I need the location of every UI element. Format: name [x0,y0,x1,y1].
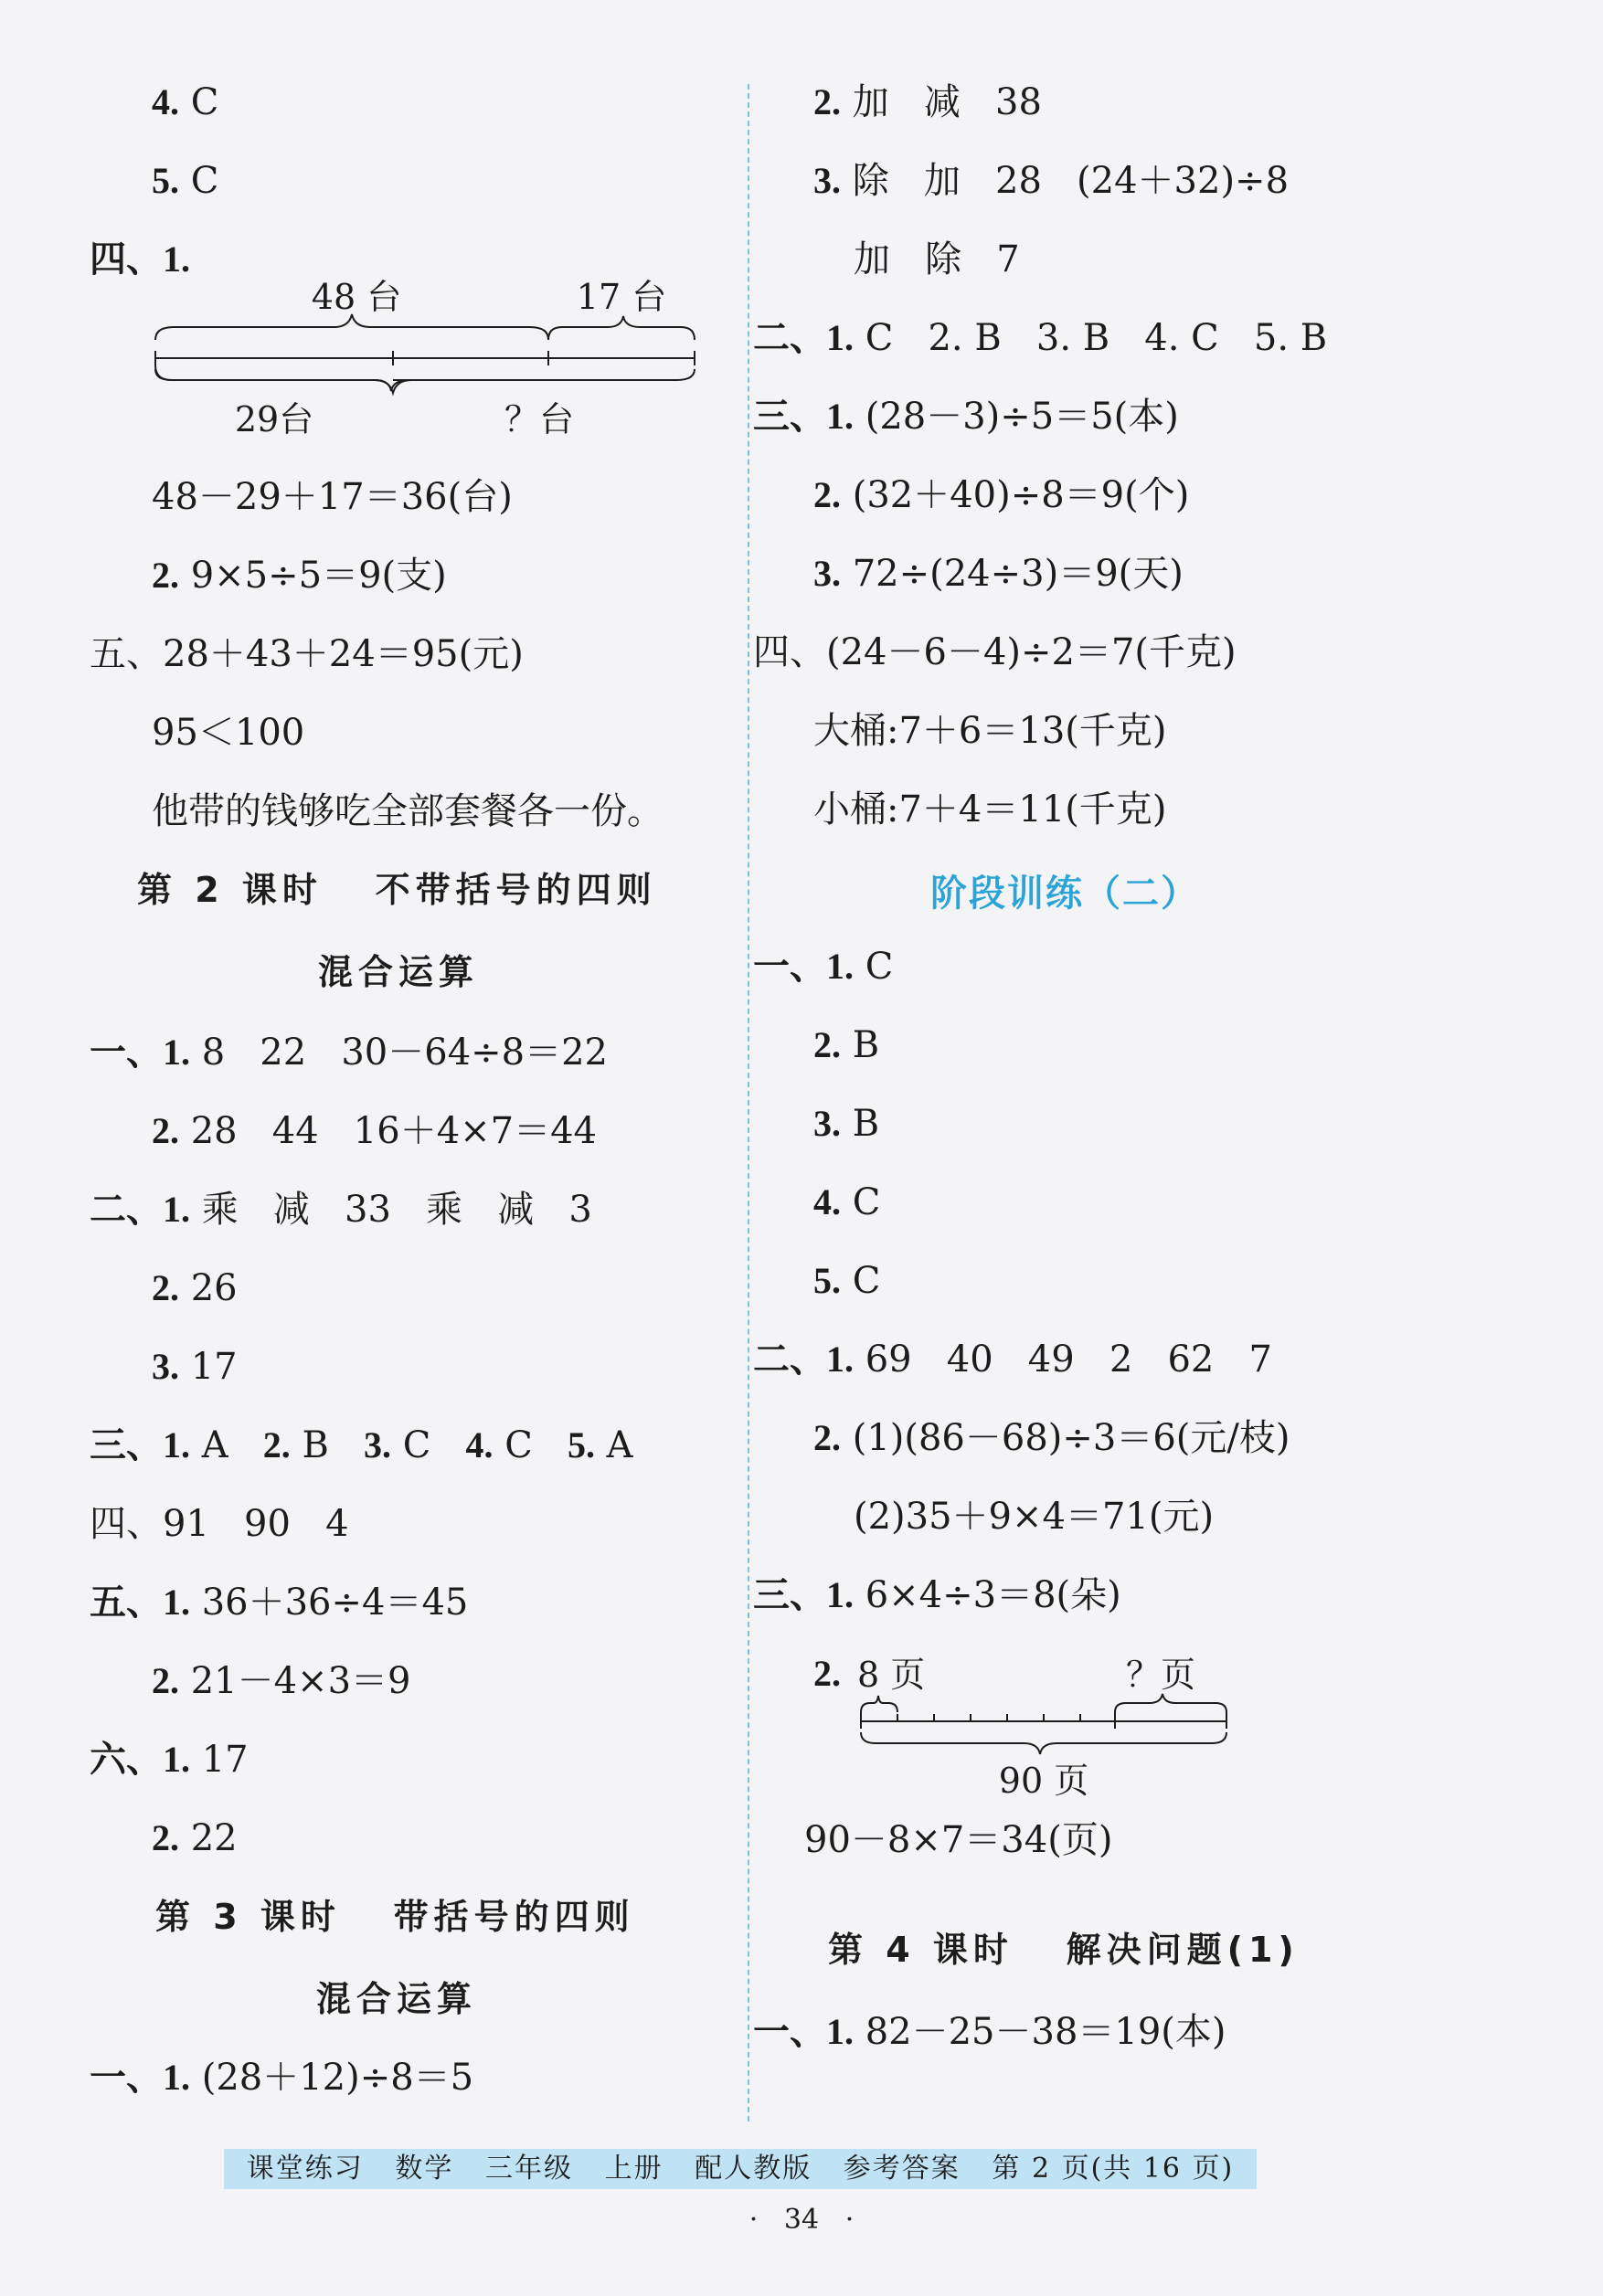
answer-line: 2. 21－4×3＝9 [152,1660,411,1702]
answer-line: 3. 72÷(24÷3)＝9(天) [813,553,1184,595]
page-number: · 34 · [748,2204,855,2236]
diagram2-bottom: 90 页 [998,1761,1089,1801]
answer-line: 三、1. A 2. B 3. C 4. C 5. A [90,1424,633,1466]
answer-line: 二、1. C 2. B 3. B 4. C 5. B [753,317,1328,359]
diagram1-top-right: 17 台 [576,277,667,317]
answer-line: 四、1. [90,238,190,280]
answer-line: 一、1. (28＋12)÷8＝5 [90,2057,474,2099]
answer-line: 90－8×7＝34(页) [804,1819,1113,1861]
answer-line: 5. C [813,1260,881,1302]
answer-line: 2. B [813,1024,880,1066]
column-divider [748,84,749,2121]
answer-line: 四、91 90 4 [90,1503,349,1545]
answer-line: 一、1. 82－25－38＝19(本) [753,2011,1226,2053]
diagram1-top-left: 48 台 [311,277,402,317]
answer-line: 三、1. (28－3)÷5＝5(本) [753,396,1179,438]
answer-line: 2. 22 [152,1817,238,1859]
answer-line: 二、1. 69 40 49 2 62 7 [753,1338,1272,1381]
footer-banner: 课堂练习 数学 三年级 上册 配人教版 参考答案 第 2 页(共 16 页) [224,2149,1257,2189]
diagram2-top-left: 8 页 [857,1655,926,1695]
answer-line: 他带的钱够吃全部套餐各一份。 [152,790,663,832]
answer-line: 四、(24－6－4)÷2＝7(千克) [753,631,1237,673]
answer-line: 3. 17 [152,1346,238,1388]
lesson-3-title-cont: 混合运算 [316,1979,478,2019]
answer-line: 48－29＋17＝36(台) [152,476,513,518]
answer-line: 3. 除 加 28 (24＋32)÷8 [813,160,1290,202]
diagram2-top-brace-left [861,1696,897,1712]
diagram1-bottom-brace [155,369,695,391]
answer-line: 2. 加 减 38 [813,81,1042,123]
answer-line: 2. [813,1653,841,1694]
answer-line: 二、1. 乘 减 33 乘 减 3 [90,1189,592,1231]
answer-line: 五、1. 36＋36÷4＝45 [90,1582,469,1624]
lesson-2-title-cont: 混合运算 [318,952,480,992]
answer-line: 六、1. 17 [90,1739,249,1781]
lesson-4-title: 第 4 课时 解决问题(1) [828,1930,1300,1970]
answer-line: 2. 9×5÷5＝9(支) [152,555,447,597]
diagram1-top-brace-left [155,314,548,340]
diagram1-bottom-right: ？台 [504,399,575,439]
line-segment-diagram-1 [146,274,713,457]
lesson-3-title: 第 3 课时 带括号的四则 [155,1897,635,1937]
diagram2-bottom-brace [861,1732,1226,1754]
answer-line: 一、1. 8 22 30－64÷8＝22 [90,1032,609,1074]
lesson-2-title: 第 2 课时 不带括号的四则 [137,870,657,910]
answer-line: 加 除 7 [854,238,1020,280]
answer-line: 2. 28 44 16＋4×7＝44 [152,1110,598,1152]
line-segment-diagram-2 [850,1652,1289,1807]
answer-line: 2. (32＋40)÷8＝9(个) [813,474,1190,516]
diagram2-top-right: ？页 [1125,1655,1196,1695]
answer-line: 3. B [813,1103,880,1145]
answer-line: 五、28＋43＋24＝95(元) [90,633,524,675]
answer-line: 小桶:7＋4＝11(千克) [813,788,1167,831]
answer-line: 95＜100 [152,712,305,754]
answer-line: 三、1. 6×4÷3＝8(朵) [753,1574,1121,1616]
diagram2-top-brace-right [1115,1694,1226,1712]
answer-line: 一、1. C [753,946,894,988]
stage-training-title: 阶段训练（二） [930,873,1199,915]
answer-line: 4. C [152,81,219,123]
answer-line: 5. C [152,160,219,202]
answer-line: (2)35＋9×4＝71(元) [854,1496,1215,1538]
answer-line: 2. (1)(86－68)÷3＝6(元/枝) [813,1417,1290,1459]
diagram1-top-brace-right [548,316,695,340]
answer-line: 4. C [813,1181,881,1223]
answer-line: 大桶:7＋6＝13(千克) [813,710,1167,752]
answer-line: 2. 26 [152,1267,238,1309]
diagram1-bottom-left: 29台 [234,399,314,439]
